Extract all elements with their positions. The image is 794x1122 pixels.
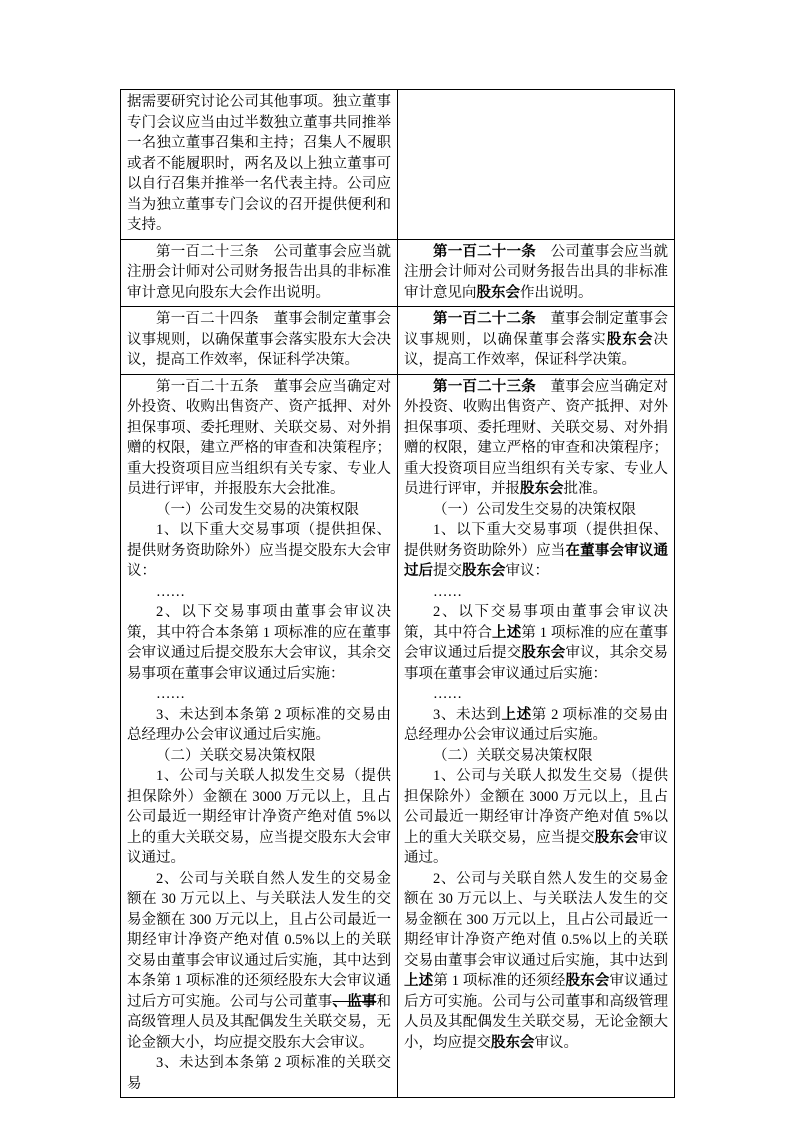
text-run: 提交 <box>433 563 462 579</box>
paragraph <box>404 766 668 869</box>
table-row <box>121 375 675 1099</box>
paragraph <box>127 684 391 705</box>
paragraph <box>404 705 668 746</box>
paragraph <box>404 500 668 521</box>
paragraph <box>127 869 391 1054</box>
text-run: …… <box>156 583 185 600</box>
revision-bold-text: 股东会 <box>491 1034 535 1051</box>
text-run: 据需要研究讨论公司其他事项。独立董事专门会议应当由过半数独立董事共同推举一名独立董事召集和主持；召集人不履职或者不能履职时，两名及以上独立董事可以自行召集并推举一名代表主持。公司应当为独立董事专门会议的召开提供便利和支持。 <box>127 94 391 233</box>
comparison-table <box>120 89 675 1098</box>
paragraph <box>127 520 391 582</box>
paragraph <box>127 705 391 746</box>
paragraph <box>404 520 668 582</box>
revision-bold-text: 上述 <box>404 973 434 989</box>
text-run: 3、未达到本条第 2 项标准的交易由总经理办公会审议通过后实施。 <box>127 706 391 743</box>
text-run: 3、未达到 <box>433 706 502 723</box>
paragraph <box>404 869 668 1054</box>
table-cell-left-4 <box>121 375 398 1099</box>
text-run: 第 2 项标准的交易由总经理办公会审议通过后实施。 <box>404 706 668 743</box>
revision-bold-text: 股东会 <box>594 829 639 846</box>
revision-bold-text: 第一百二十二条 <box>433 311 536 327</box>
deleted-text: 、监事 <box>332 993 377 1010</box>
text-run: 2、以下交易事项由董事会审议决策，其中符合本条第 1 项标准的应在董事会审议通过后提交股东大会审议，其余交易事项在董事会审议通过后实施： <box>127 604 391 682</box>
paragraph <box>404 377 668 500</box>
text-run: 1、公司与关联人拟发生交易（提供担保除外）金额在 3000 万元以上，且占公司最近一期经审计净资产绝对值 5%以上的重大关联交易，应当提交 <box>404 768 668 846</box>
text-run: 董事会制定董事会议事规则，以确保董事会落实 <box>404 311 669 348</box>
paragraph <box>404 582 668 603</box>
text-run: 2、公司与关联自然人发生的交易金额在 30 万元以上、与关联法人发生的交易金额在 300 万元以上，且占公司最近一期经审计净资产绝对值 0.5%以上的关联交易由董事会审议通过后实施，其中达到本条第 1 项标准的还须经股东大会审议通过后方可实施。公司与公司董事 <box>127 870 391 1010</box>
table-row <box>121 307 675 375</box>
text-run: 2、以下交易事项由董事会审议决策，其中符合 <box>404 604 668 641</box>
text-run: （二）关联交易决策权限 <box>156 747 316 764</box>
text-run: 3、未达到本条第 2 项标准的关联交易 <box>127 1055 391 1092</box>
text-run: （一）公司发生交易的决策权限 <box>433 501 636 518</box>
text-run: …… <box>433 583 462 600</box>
table-row <box>121 90 675 240</box>
text-run: 1、以下重大交易事项（提供担保、提供财务资助除外）应当 <box>404 522 668 559</box>
revision-bold-text: 在董事会审议通过后 <box>404 542 669 579</box>
text-run: …… <box>156 686 185 702</box>
revision-bold-text: 股东会 <box>521 645 566 661</box>
revision-bold-text: 股东会 <box>462 563 506 579</box>
text-run: 审议通过。 <box>404 829 669 866</box>
text-run: （一）公司发生交易的决策权限 <box>156 501 359 518</box>
table-cell-right-4 <box>398 375 675 1099</box>
text-run: 审议。 <box>534 1034 578 1051</box>
paragraph <box>127 309 391 371</box>
paragraph <box>127 766 391 869</box>
text-run: 第一百二十三条 公司董事会应当就注册会计师对公司财务报告出具的非标准审计意见向股东大会作出说明。 <box>127 243 391 301</box>
revision-bold-text: 股东会 <box>520 481 564 497</box>
table-cell-left-1 <box>121 90 398 240</box>
text-run: 审议： <box>505 563 549 579</box>
text-run: 第 1 项标准的应在董事会审议通过后提交 <box>404 624 669 661</box>
paragraph <box>127 92 391 236</box>
revision-bold-text: 股东会 <box>606 331 654 348</box>
text-run: 审议通过后方可实施。公司与公司董事和高级管理人员及其配偶发生关联交易，无论金额大小，均应提交 <box>404 973 669 1051</box>
table-row <box>121 240 675 308</box>
table-cell-right-2 <box>398 240 675 308</box>
text-run: 作出说明。 <box>520 284 593 301</box>
revision-bold-text: 第一百二十三条 <box>433 378 536 395</box>
text-run: 第 1 项标准的还须经 <box>433 973 566 989</box>
revision-bold-text: 股东会 <box>476 284 520 301</box>
paragraph <box>127 582 391 603</box>
paragraph <box>404 242 668 304</box>
table-cell-right-3 <box>398 307 675 375</box>
paragraph <box>127 377 391 500</box>
text-run: 批准。 <box>563 481 607 497</box>
text-run: 审议，其余交易事项在董事会审议通过后实施： <box>404 645 669 682</box>
revision-bold-text: 股东会 <box>565 973 610 989</box>
table-cell-left-3 <box>121 307 398 375</box>
paragraph <box>127 500 391 521</box>
paragraph <box>127 1053 391 1094</box>
text-run: 董事会应当确定对外投资、收购出售资产、资产抵押、对外担保事项、委托理财、关联交易、对外捐赠的权限，建立严格的审查和决策程序；重大投资项目应当组织有关专家、专业人员进行评审，并报 <box>404 378 669 497</box>
table-cell-left-2 <box>121 240 398 308</box>
paragraph <box>127 746 391 767</box>
paragraph <box>404 684 668 705</box>
paragraph <box>127 242 391 304</box>
text-run: 2、公司与关联自然人发生的交易金额在 30 万元以上、与关联法人发生的交易金额在 300 万元以上，且占公司最近一期经审计净资产绝对值 0.5%以上的关联交易由董事会审议通过后实施，其中达到 <box>404 870 668 969</box>
revision-bold-text: 第一百二十一条 <box>433 243 536 260</box>
text-run: 公司董事会应当就注册会计师对公司财务报告出具的非标准审计意见向 <box>404 243 669 301</box>
paragraph <box>404 602 668 684</box>
text-run: 1、以下重大交易事项（提供担保、提供财务资助除外）应当提交股东大会审议： <box>127 522 391 579</box>
revision-bold-text: 上述 <box>501 706 532 723</box>
text-run: 第一百二十五条 董事会应当确定对外投资、收购出售资产、资产抵押、对外担保事项、委托理财、关联交易、对外捐赠的权限，建立严格的审查和决策程序；重大投资项目应当组织有关专家、专业人员进行评审，并报股东大会批准。 <box>127 378 391 497</box>
text-run: 和高级管理人员及其配偶发生关联交易，无论金额大小，均应提交股东大会审议。 <box>127 993 392 1051</box>
paragraph <box>404 309 668 371</box>
text-run: （二）关联交易决策权限 <box>433 747 593 764</box>
revision-bold-text: 上述 <box>492 624 522 641</box>
text-run: 1、公司与关联人拟发生交易（提供担保除外）金额在 3000 万元以上，且占公司最近一期经审计净资产绝对值 5%以上的重大关联交易，应当提交股东大会审议通过。 <box>127 768 391 866</box>
paragraph <box>127 602 391 684</box>
text-run: …… <box>433 686 462 702</box>
table-cell-right-1 <box>398 90 675 240</box>
text-run: 决议，提高工作效率，保证科学决策。 <box>404 331 668 368</box>
text-run: 第一百二十四条 董事会制定董事会议事规则，以确保董事会落实股东大会决议，提高工作效率，保证科学决策。 <box>127 311 391 368</box>
paragraph <box>404 746 668 767</box>
